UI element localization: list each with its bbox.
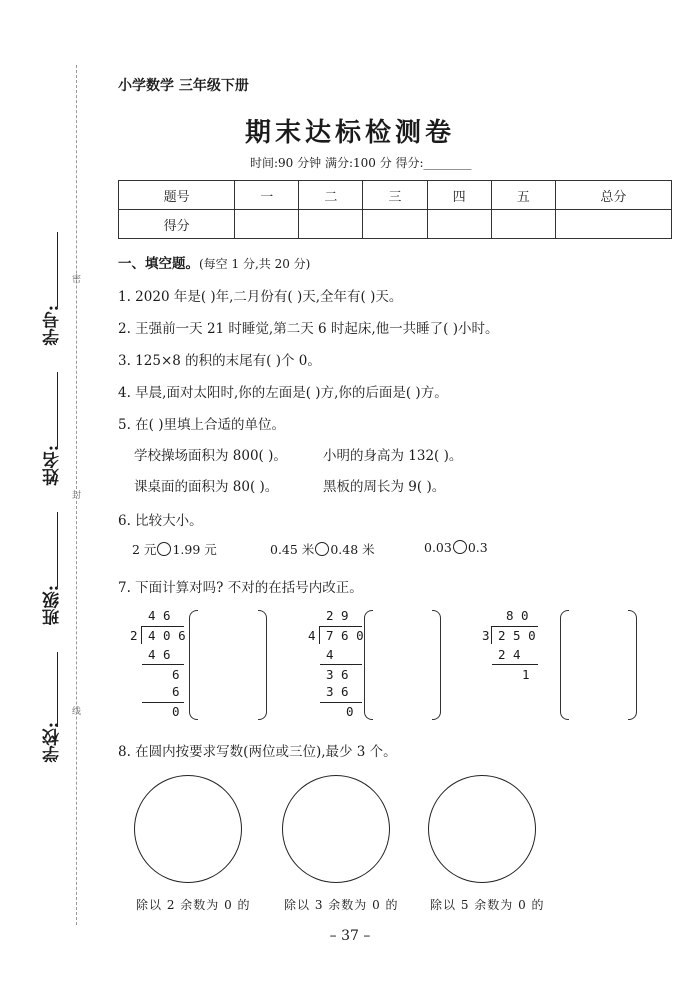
step-rule xyxy=(320,702,362,703)
circle-caption-2: 除以 3 余数为 0 的 xyxy=(284,898,399,912)
step: 4 xyxy=(326,647,334,662)
answer-bracket-left[interactable] xyxy=(560,610,569,720)
section-heading xyxy=(118,252,310,272)
header-cell: 二 xyxy=(299,181,363,210)
answer-bracket-right[interactable] xyxy=(258,610,267,720)
question-5a: 学校操场面积为 800( )。 xyxy=(134,448,287,464)
header-cell: 四 xyxy=(427,181,491,210)
question-5b: 小明的身高为 132( )。 xyxy=(323,448,463,464)
seal-char-feng: 封 xyxy=(72,491,82,501)
school-label: 学校: xyxy=(43,722,63,763)
answer-circle-3[interactable] xyxy=(428,775,536,883)
question-6: 6. 比较大小。 xyxy=(118,513,203,529)
exam-info: 时间:90 分钟 满分:100 分 得分:________ xyxy=(250,156,472,170)
answer-circle-1[interactable] xyxy=(134,775,242,883)
divisor: 4 xyxy=(308,628,316,643)
long-division-2 xyxy=(306,606,366,721)
score-cell[interactable] xyxy=(299,210,363,239)
step: 2 4 xyxy=(498,647,521,662)
step-rule xyxy=(142,664,184,665)
compare-3-left: 0.03 xyxy=(424,540,452,555)
score-table-score-row xyxy=(119,210,672,239)
compare-circle-icon[interactable] xyxy=(315,542,329,556)
step-rule xyxy=(492,664,538,665)
compare-circle-icon[interactable] xyxy=(157,542,171,556)
name-line[interactable] xyxy=(57,372,58,447)
compare-2 xyxy=(270,540,375,558)
section-note: (每空 1 分,共 20 分) xyxy=(199,257,311,271)
school-line[interactable] xyxy=(57,652,58,727)
score-table xyxy=(118,180,672,239)
step-rule xyxy=(320,664,362,665)
question-7: 7. 下面计算对吗? 不对的在括号内改正。 xyxy=(118,580,363,596)
divisor: 2 xyxy=(130,628,138,643)
book-subtitle: 小学数学 三年级下册 xyxy=(118,78,249,94)
question-4: 4. 早晨,面对太阳时,你的左面是( )方,你的后面是( )方。 xyxy=(118,385,448,401)
compare-3 xyxy=(424,540,488,555)
question-8: 8. 在圆内按要求写数(两位或三位),最少 3 个。 xyxy=(118,744,397,760)
class-line[interactable] xyxy=(57,512,58,587)
step: 1 xyxy=(522,667,530,682)
score-cell[interactable] xyxy=(235,210,299,239)
step-rule xyxy=(142,702,184,703)
score-table-header-row xyxy=(119,181,672,210)
step: 6 xyxy=(172,667,180,682)
section-title: 一、填空题。 xyxy=(118,256,199,272)
compare-circle-icon[interactable] xyxy=(453,540,467,554)
answer-bracket-right[interactable] xyxy=(432,610,441,720)
division-bar xyxy=(492,626,538,627)
answer-bracket-right[interactable] xyxy=(628,610,637,720)
quotient: 2 9 xyxy=(326,608,349,623)
step: 6 xyxy=(172,684,180,699)
header-cell: 五 xyxy=(491,181,555,210)
division-bracket xyxy=(491,626,492,644)
answer-circle-2[interactable] xyxy=(282,775,390,883)
student-id-label: 学号: xyxy=(43,305,63,346)
score-cell[interactable] xyxy=(427,210,491,239)
header-cell: 一 xyxy=(235,181,299,210)
answer-bracket-left[interactable] xyxy=(189,610,198,720)
seal-char-mi: 密 xyxy=(72,275,82,285)
dividend: 2 5 0 xyxy=(498,628,536,643)
score-cell[interactable] xyxy=(363,210,427,239)
header-cell: 三 xyxy=(363,181,427,210)
long-division-3 xyxy=(480,606,540,721)
division-bracket xyxy=(319,626,320,644)
division-bar xyxy=(320,626,362,627)
division-bar xyxy=(142,626,184,627)
circle-caption-3: 除以 5 余数为 0 的 xyxy=(430,898,545,912)
score-cell[interactable] xyxy=(491,210,555,239)
long-division-1 xyxy=(128,606,188,721)
compare-3-right: 0.3 xyxy=(467,540,488,555)
question-5d: 黑板的周长为 9( )。 xyxy=(323,479,446,495)
seal-char-xian: 线 xyxy=(72,707,82,717)
compare-2-right: 0.48 米 xyxy=(330,542,375,557)
score-row-label: 得分 xyxy=(119,210,235,239)
header-cell: 题号 xyxy=(119,181,235,210)
step: 3 6 xyxy=(326,667,349,682)
student-id-line[interactable] xyxy=(57,232,58,307)
quotient: 8 0 xyxy=(506,608,529,623)
step: 3 6 xyxy=(326,684,349,699)
score-cell[interactable] xyxy=(555,210,671,239)
compare-1 xyxy=(132,540,217,558)
question-2: 2. 王强前一天 21 时睡觉,第二天 6 时起床,他一共睡了( )小时。 xyxy=(118,321,499,337)
compare-1-right: 1.99 元 xyxy=(172,542,217,557)
circle-caption-1: 除以 2 余数为 0 的 xyxy=(136,898,251,912)
page-number: – 37 – xyxy=(329,928,371,944)
compare-2-left: 0.45 米 xyxy=(270,542,315,557)
page-title: 期末达标检测卷 xyxy=(244,118,455,148)
division-bracket xyxy=(141,626,142,644)
dividend: 7 6 0 xyxy=(326,628,364,643)
dividend: 4 0 6 xyxy=(148,628,186,643)
name-label: 姓名: xyxy=(43,445,63,486)
step: 0 xyxy=(172,704,180,719)
step: 0 xyxy=(346,704,354,719)
compare-1-left: 2 元 xyxy=(132,542,157,557)
class-label: 班级: xyxy=(43,585,63,626)
answer-bracket-left[interactable] xyxy=(364,610,373,720)
quotient: 4 6 xyxy=(148,608,171,623)
header-cell: 总分 xyxy=(555,181,671,210)
divisor: 3 xyxy=(482,628,490,643)
question-3: 3. 125×8 的积的末尾有( )个 0。 xyxy=(118,353,321,369)
question-5: 5. 在( )里填上合适的单位。 xyxy=(118,417,285,433)
step: 4 6 xyxy=(148,647,171,662)
question-5c: 课桌面的面积为 80( )。 xyxy=(134,479,279,495)
question-1: 1. 2020 年是( )年,二月份有( )天,全年有( )天。 xyxy=(118,289,403,305)
